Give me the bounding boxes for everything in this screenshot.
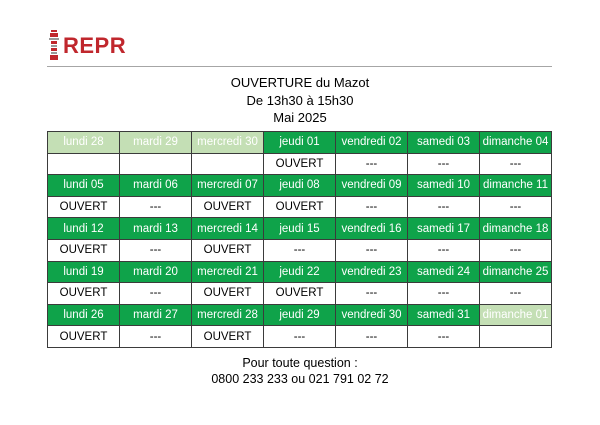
contact-question: Pour toute question :	[242, 356, 358, 370]
day-header-cell: vendredi 02	[336, 132, 408, 154]
status-cell: OUVERT	[192, 326, 264, 348]
day-header-cell: lundi 19	[48, 261, 120, 283]
day-header-cell: jeudi 08	[264, 175, 336, 197]
status-cell: ---	[408, 239, 480, 261]
day-header-cell: dimanche 18	[480, 218, 552, 240]
week-day-row	[48, 218, 552, 240]
contact-footer	[0, 355, 600, 387]
page-title: OUVERTURE du Mazot	[230, 75, 370, 90]
status-cell: ---	[480, 239, 552, 261]
day-header-cell: mardi 06	[120, 175, 192, 197]
status-cell: ---	[408, 196, 480, 218]
week-status-row	[48, 153, 552, 175]
month-label: Mai 2025	[273, 110, 327, 125]
week-status-row	[48, 283, 552, 305]
status-cell: OUVERT	[48, 239, 120, 261]
day-header-cell: dimanche 04	[480, 132, 552, 154]
status-cell: ---	[336, 153, 408, 175]
day-header-cell: mercredi 21	[192, 261, 264, 283]
status-cell: ---	[336, 283, 408, 305]
status-cell: OUVERT	[264, 283, 336, 305]
status-cell: ---	[408, 326, 480, 348]
opening-calendar	[47, 131, 552, 348]
status-cell: ---	[120, 239, 192, 261]
status-cell: ---	[264, 326, 336, 348]
logo-text: REPR	[63, 33, 127, 58]
day-header-cell: mardi 29	[120, 132, 192, 154]
status-cell: OUVERT	[48, 326, 120, 348]
status-cell	[480, 326, 552, 348]
contact-phones: 0800 233 233 ou 021 791 02 72	[211, 372, 389, 386]
status-cell: OUVERT	[264, 153, 336, 175]
day-header-cell: mercredi 28	[192, 304, 264, 326]
week-status-row	[48, 326, 552, 348]
day-header-cell: mardi 20	[120, 261, 192, 283]
status-cell: ---	[480, 283, 552, 305]
day-header-cell: samedi 03	[408, 132, 480, 154]
status-cell: ---	[264, 239, 336, 261]
day-header-cell: vendredi 09	[336, 175, 408, 197]
day-header-cell: samedi 17	[408, 218, 480, 240]
status-cell: ---	[120, 326, 192, 348]
week-day-row	[48, 175, 552, 197]
day-header-cell: mardi 27	[120, 304, 192, 326]
day-header-cell: mercredi 07	[192, 175, 264, 197]
day-header-cell: jeudi 15	[264, 218, 336, 240]
status-cell: OUVERT	[192, 283, 264, 305]
status-cell: ---	[408, 153, 480, 175]
day-header-cell: samedi 31	[408, 304, 480, 326]
day-header-cell: vendredi 16	[336, 218, 408, 240]
page-header	[0, 74, 600, 127]
week-status-row	[48, 196, 552, 218]
status-cell: ---	[120, 196, 192, 218]
status-cell: ---	[336, 326, 408, 348]
status-cell: OUVERT	[192, 239, 264, 261]
status-cell	[120, 153, 192, 175]
opening-hours: De 13h30 à 15h30	[246, 92, 354, 108]
status-cell	[192, 153, 264, 175]
lighthouse-icon	[48, 30, 60, 60]
day-header-cell: lundi 12	[48, 218, 120, 240]
week-day-row	[48, 261, 552, 283]
day-header-cell: jeudi 01	[264, 132, 336, 154]
status-cell: ---	[336, 196, 408, 218]
status-cell: ---	[480, 153, 552, 175]
day-header-cell: jeudi 22	[264, 261, 336, 283]
status-cell	[48, 153, 120, 175]
day-header-cell: jeudi 29	[264, 304, 336, 326]
status-cell: ---	[480, 196, 552, 218]
status-cell: ---	[408, 283, 480, 305]
status-cell: OUVERT	[264, 196, 336, 218]
week-status-row	[48, 239, 552, 261]
week-day-row	[48, 304, 552, 326]
day-header-cell: dimanche 11	[480, 175, 552, 197]
status-cell: OUVERT	[48, 283, 120, 305]
day-header-cell: samedi 24	[408, 261, 480, 283]
status-cell: OUVERT	[48, 196, 120, 218]
day-header-cell: lundi 26	[48, 304, 120, 326]
day-header-cell: mercredi 14	[192, 218, 264, 240]
day-header-cell: lundi 05	[48, 175, 120, 197]
day-header-cell: mardi 13	[120, 218, 192, 240]
day-header-cell: lundi 28	[48, 132, 120, 154]
day-header-cell: samedi 10	[408, 175, 480, 197]
status-cell: ---	[336, 239, 408, 261]
repr-logo	[48, 28, 126, 60]
day-header-cell: mercredi 30	[192, 132, 264, 154]
status-cell: ---	[120, 283, 192, 305]
status-cell: OUVERT	[192, 196, 264, 218]
day-header-cell: vendredi 23	[336, 261, 408, 283]
week-day-row	[48, 132, 552, 154]
day-header-cell: vendredi 30	[336, 304, 408, 326]
day-header-cell: dimanche 25	[480, 261, 552, 283]
header-divider	[47, 66, 552, 67]
day-header-cell: dimanche 01	[480, 304, 552, 326]
